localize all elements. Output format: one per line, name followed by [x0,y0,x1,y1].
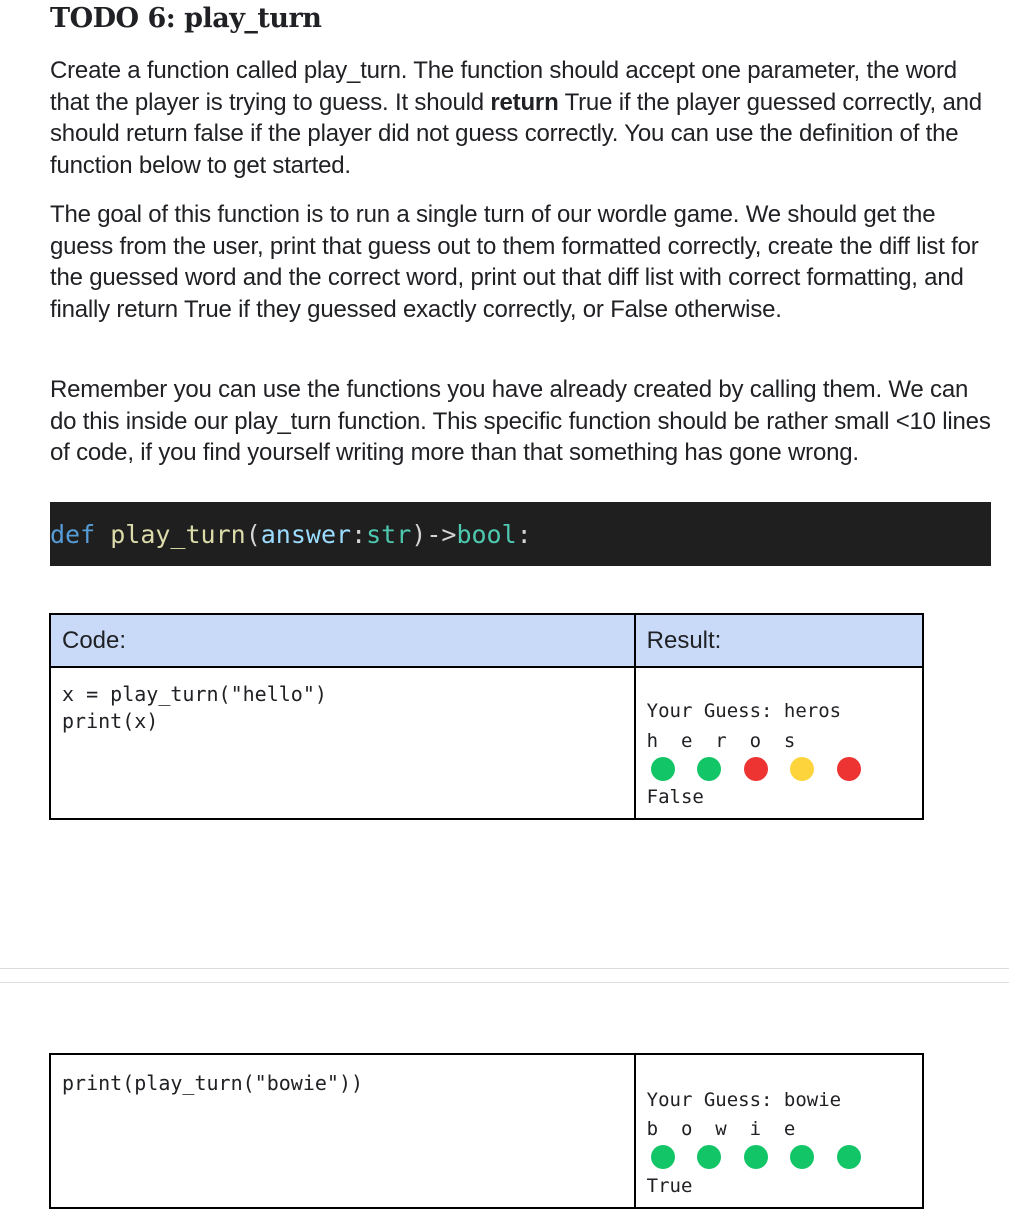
p1-text-before: Create a function called play_turn. The function should accept one parameter, the word that the player is trying to guess. It should [50,57,957,116]
diff-dot-green [744,1145,768,1169]
example1-code-cell [50,667,635,819]
diff-dot-red [744,757,768,781]
page-heading: TODO 6: play_turn [50,3,322,34]
example2-diff-dots [651,1145,884,1169]
diff-dot-yellow [790,757,814,781]
p1-text-after: True if the player guessed correctly, and should return false if the player did not guess correctly. You can use the definition of the function below to get started. [50,88,982,179]
example1-code-line-1: x = play_turn("hello") [62,682,327,706]
code-param-name: answer [260,520,352,549]
code-header-label: Code: [62,627,127,654]
diff-dot-green [697,1145,721,1169]
example1-code-line-2: print(x) [62,709,159,733]
function-signature [50,519,532,551]
diff-dot-green [837,1145,861,1169]
result-header-label: Result: [646,627,722,654]
example2-code-cell [50,1054,635,1208]
code-keyword-def: def [50,520,96,549]
description-paragraph-2: The goal of this function is to run a single turn of our wordle game. We should get the guess from the user, print that guess out to them formatted correctly, create the diff list for the guessed word and the correct word, print out that diff list with correct formatting, and finally return True if they guessed exactly correctly, or False otherwise. [50,201,979,323]
diff-dot-green [651,1145,675,1169]
example2-code-line-1: print(play_turn("bowie")) [62,1071,364,1095]
section-divider-bottom [0,982,1009,983]
result-header-cell [635,614,923,667]
code-function-name: play_turn [110,520,246,549]
section-divider-top [0,968,1009,969]
code-return-type: bool [456,520,517,549]
diff-dot-red [837,757,861,781]
description-paragraph-3: Remember you can use the functions you have already created by calling them. We can do this inside our play_turn function. This specific function should be rather small <10 lines of code, if you find yourself writing more than that something has gone wrong. [50,376,991,466]
example-table-1 [49,613,924,820]
function-definition-code-block [50,502,991,566]
diff-dot-green [651,757,675,781]
example2-result-cell [635,1054,923,1208]
code-header-cell [50,614,635,667]
code-colon: : [351,520,367,549]
example2-guess-line: Your Guess: bowie [646,1089,842,1111]
example1-return-value: False [646,786,704,808]
code-end-colon: : [516,520,532,549]
code-arrow: )-> [411,520,457,549]
example1-guess-line: Your Guess: heros [646,700,842,722]
description-paragraph-1 [50,55,995,181]
diff-dot-green [790,1145,814,1169]
diff-dot-green [697,757,721,781]
example1-guess-letters: h e r o s [646,730,796,752]
code-param-type: str [366,520,412,549]
example-table-2 [49,1053,924,1209]
code-open-paren: ( [245,520,261,549]
example2-guess-letters: b o w i e [646,1118,796,1140]
example2-return-value: True [646,1175,693,1197]
example1-result-cell [635,667,923,819]
p1-bold-return: return [490,88,559,116]
example1-diff-dots [651,757,884,781]
